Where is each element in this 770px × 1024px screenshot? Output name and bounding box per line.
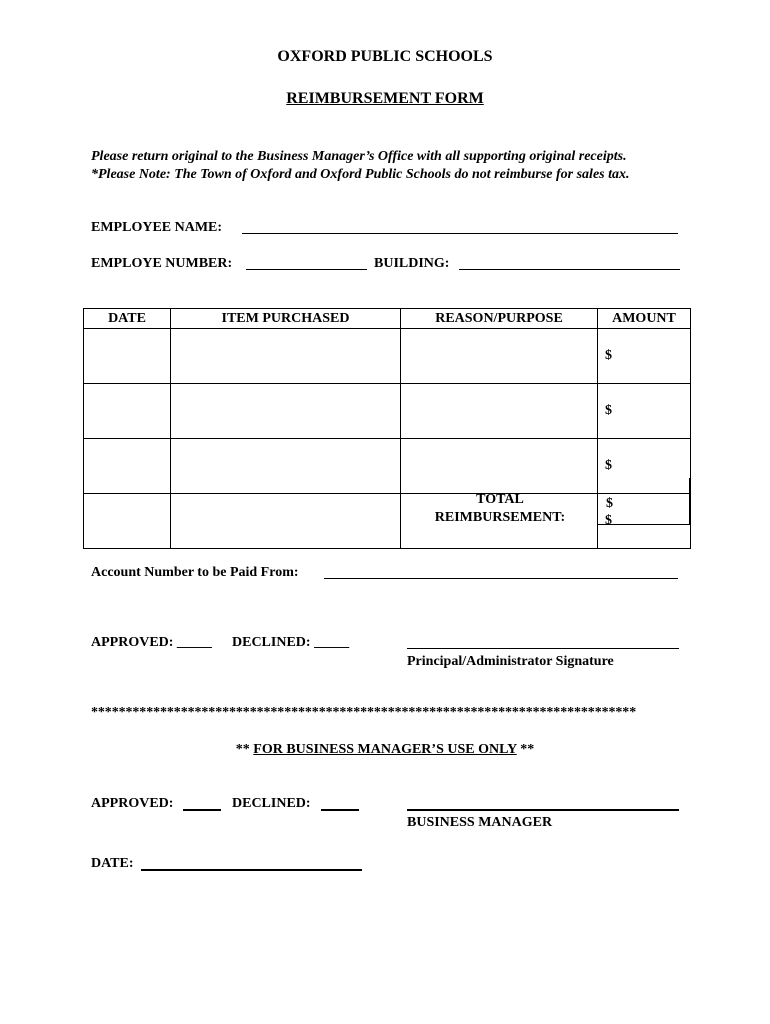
reason-cell[interactable] (401, 384, 598, 439)
item-cell[interactable] (171, 439, 401, 494)
date-field[interactable] (141, 869, 362, 871)
org-title: OXFORD PUBLIC SCHOOLS (277, 48, 493, 65)
declined-field[interactable]: DECLINED: _____ (232, 635, 350, 650)
heading-prefix: ** (235, 742, 254, 757)
item-cell[interactable] (171, 329, 401, 384)
account-number-field[interactable] (324, 578, 678, 579)
table-header-row (84, 309, 691, 329)
table-row (84, 384, 691, 439)
date-cell[interactable] (84, 384, 171, 439)
principal-signature-label: Principal/Administrator Signature (407, 654, 614, 669)
total-reimbursement-box[interactable] (597, 478, 690, 525)
bm-approved-field[interactable] (183, 809, 221, 811)
item-header: ITEM PURCHASED (171, 309, 401, 329)
sales-tax-note: *Please Note: The Town of Oxford and Oxford Public Schools do not reimburse for sales tax. (91, 167, 630, 182)
business-manager-label: BUSINESS MANAGER (407, 815, 553, 830)
date-cell[interactable] (84, 439, 171, 494)
reason-header: REASON/PURPOSE (401, 309, 598, 329)
table-row (84, 329, 691, 384)
account-number-label: Account Number to be Paid From: (91, 565, 299, 580)
amount-header: AMOUNT (598, 309, 691, 329)
building-field[interactable] (459, 269, 680, 270)
amount-cell[interactable]: $ (598, 494, 691, 549)
employee-number-label: EMPLOYE NUMBER: (91, 256, 233, 271)
employee-name-label: EMPLOYEE NAME: (91, 220, 223, 235)
business-manager-signature-line[interactable] (407, 809, 679, 811)
employee-number-field[interactable] (246, 269, 367, 270)
amount-cell[interactable]: $ (598, 329, 691, 384)
bm-declined-field[interactable] (321, 809, 359, 811)
reason-cell[interactable] (401, 439, 598, 494)
employee-name-field[interactable] (242, 233, 678, 234)
bm-approved-label: APPROVED: (91, 796, 174, 811)
approved-field[interactable]: APPROVED: _____ (91, 635, 212, 650)
form-title-text: REIMBURSEMENT FORM (286, 90, 484, 107)
heading-text: FOR BUSINESS MANAGER’S USE ONLY (253, 742, 517, 757)
building-label: BUILDING: (374, 256, 450, 271)
form-title (0, 90, 770, 108)
bm-declined-label: DECLINED: (232, 796, 311, 811)
amount-cell[interactable]: $ (598, 384, 691, 439)
amount-cell[interactable]: $ (598, 439, 691, 494)
date-cell[interactable] (84, 494, 171, 549)
business-use-heading (0, 742, 770, 758)
total-label-line1: TOTAL (476, 492, 524, 507)
item-cell[interactable] (171, 494, 401, 549)
date-cell[interactable] (84, 329, 171, 384)
instruction-note: Please return original to the Business Manager’s Office with all supporting original receipts. (91, 149, 627, 164)
reason-cell[interactable] (401, 329, 598, 384)
separator: ******************************************************************************* (91, 705, 637, 720)
total-value: $ (606, 496, 613, 511)
date-label: DATE: (91, 856, 134, 871)
heading-suffix: ** (516, 742, 535, 757)
principal-signature-line[interactable] (407, 648, 679, 649)
total-label-line2: REIMBURSEMENT: (434, 510, 566, 525)
item-cell[interactable] (171, 384, 401, 439)
date-header: DATE (84, 309, 171, 329)
